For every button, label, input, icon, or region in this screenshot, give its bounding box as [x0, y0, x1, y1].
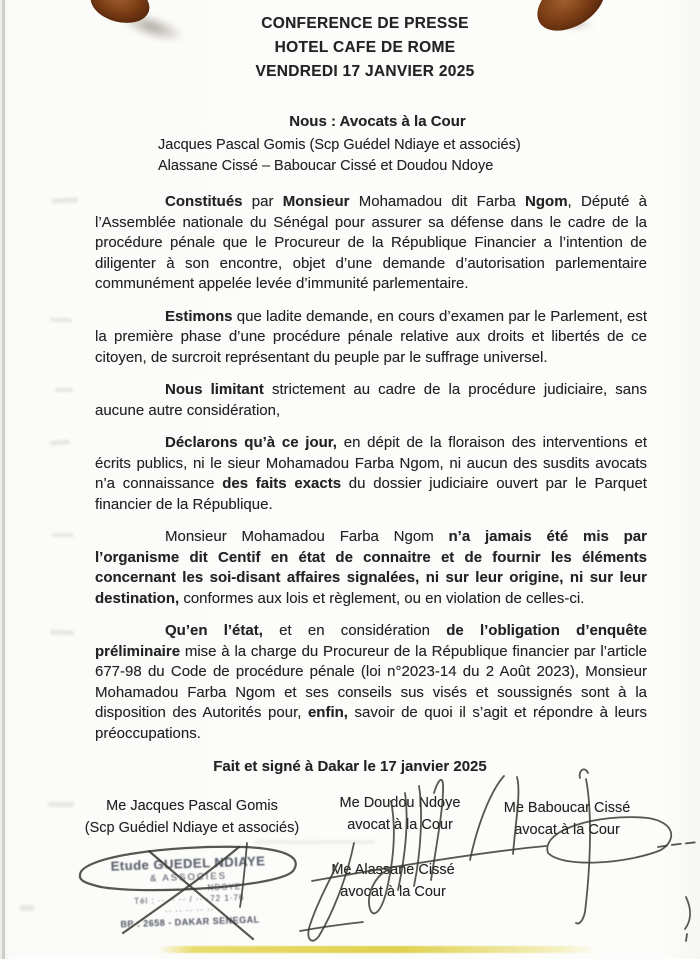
signatory-role: (Scp Guédiel Ndiaye et associés)	[84, 820, 300, 836]
lawyer-line-cisse-ndoye: Alassane Cissé – Baboucar Cissé et Doudou Ndoye	[158, 158, 494, 174]
paragraph-centif: Monsieur Mohamadou Farba Ngom n’a jamais été mis par l’organisme dit Centif en état de connaitre et de fournir les éléments concernant les soi-disant affaires signalées, ni sur leur origine, ni sur leur destination, conformes aux lois et règlement, ou en violation de celles-ci.	[95, 528, 647, 607]
signatory-name: Me Jacques Pascal Gomis	[106, 798, 278, 814]
stamp-po-box: BP : 2658 - DAKAR SENEGAL	[120, 914, 260, 930]
closing-line: Fait et signé à Dakar le 17 janvier 2025	[213, 758, 487, 775]
photocopy-smudge	[48, 802, 74, 807]
stamp-associes: & ASSOCIES	[149, 870, 228, 885]
document-header	[30, 12, 700, 84]
stamp-fax: ·· ·· ·· ·· ··	[164, 905, 215, 916]
signature-block-baboucar-cisse	[492, 797, 642, 841]
signatory-role: avocat à la Cour	[514, 822, 620, 838]
signatory-name: Me Baboucar Cissé	[503, 800, 631, 816]
paragraph-estimons: Estimons que ladite demande, en cours d’examen par le Parlement, est la première phase d’une procédure pénale relative aux droits et libertés de ce citoyen, de surcroit représentant du peuple par le suffrage universel.	[95, 307, 647, 366]
lawyer-line-gomis: Jacques Pascal Gomis (Scp Guédel Ndiaye et associés)	[158, 137, 521, 153]
signature-block-doudou-ndoye	[330, 792, 470, 836]
photocopy-smudge	[50, 629, 74, 635]
signature-block-gomis	[72, 795, 312, 839]
paragraph-quen-letat: Qu’en l’état, et en considération de l’obligation d’enquête préliminaire mise à la charge du Procureur de la République financier par l’article 677-98 du Code de procédure pénale (loi n°2023-14 du 2 Août 2023), Monsieur Mohamadou Farba Ngom et ses conseils sus visés et soussignés sont à la disposition des Autorités pour, enfin, savoir de quoi il s’agit et répondre à leurs préoccupations.	[95, 622, 647, 742]
photocopy-smudge	[20, 905, 34, 911]
title-line-hotel: HOTEL CAFE DE ROME	[274, 39, 456, 56]
stamp-address: ··· ··· ···· ·· ··· NDOYE	[136, 882, 242, 895]
signatory-role: avocat à la Cour	[340, 884, 446, 900]
law-firm-stamp	[79, 852, 299, 931]
stamp-firm-name: Etude GUEDEL NDIAYE	[110, 853, 266, 874]
signatory-name: Me Doudou Ndoye	[339, 795, 461, 811]
photocopy-smudge	[255, 840, 375, 844]
title-line-date: VENDREDI 17 JANVIER 2025	[255, 63, 475, 80]
signature-block-alassane-cisse	[318, 859, 468, 903]
signature-scribble-baboucar-cisse	[547, 769, 699, 941]
photocopy-smudge	[50, 318, 72, 323]
yellow-highlight-strip	[158, 946, 596, 953]
title-line-conference: CONFERENCE DE PRESSE	[261, 15, 469, 32]
signatory-name: Me Alassane Cissé	[331, 862, 455, 878]
paragraph-declarons: Déclarons qu’à ce jour, en dépit de la floraison des interventions et écrits publics, ni le sieur Mohamadou Farba Ngom, ni aucun des susdits avocats n’a connaissance des faits exacts du dossier judiciaire ouvert par le Parquet financier de la République.	[95, 434, 647, 513]
stamp-phone: Tél : ·· ·· ·· / ·· ·72 1·76	[134, 893, 245, 906]
intro-heading: Nous : Avocats à la Cour	[289, 113, 466, 130]
paragraph-constitues: Constitués par Monsieur Mohamadou dit Farba Ngom, Député à l’Assemblée nationale du Sénégal pour assurer sa défense dans le cadre de la procédure pénale que le Procureur de la République Financier a l’intention de diligenter à son encontre, objet d’une demande d’autorisation parlementaire communément appelée levée d’immunité parlementaire.	[95, 193, 648, 292]
signatory-role: avocat à la Cour	[347, 817, 453, 833]
photocopy-smudge	[52, 197, 78, 203]
document-body	[95, 192, 647, 756]
photocopy-smudge	[55, 388, 73, 392]
photocopy-smudge	[52, 533, 74, 537]
paragraph-nous-limitant: Nous limitant strictement au cadre de la procédure judiciaire, sans aucune autre considération,	[95, 381, 647, 419]
intro-block	[0, 113, 700, 177]
photocopy-smudge	[50, 439, 70, 445]
